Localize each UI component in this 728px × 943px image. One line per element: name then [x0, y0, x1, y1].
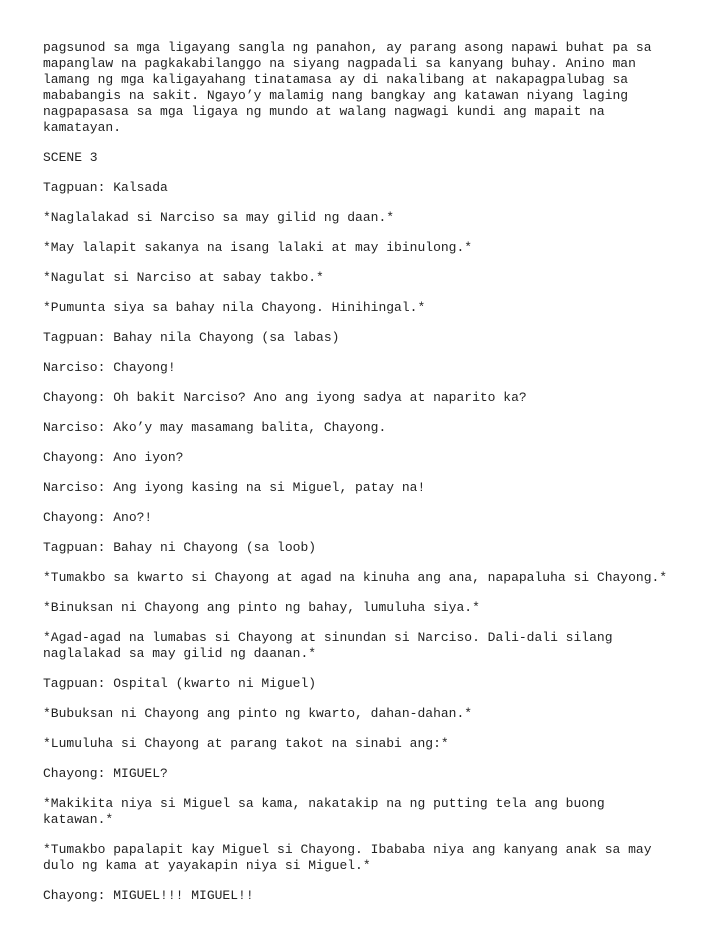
scene-heading: SCENE 3: [43, 150, 98, 165]
stage-direction: *Pumunta siya sa bahay nila Chayong. Hinihingal.*: [43, 300, 426, 315]
stage-direction: *Naglalakad si Narciso sa may gilid ng daan.*: [43, 210, 395, 225]
stage-direction: *Lumuluha si Chayong at parang takot na sinabi ang:*: [43, 736, 449, 751]
setting-line: Tagpuan: Ospital (kwarto ni Miguel): [43, 676, 317, 691]
dialogue-line: Chayong: MIGUEL!!! MIGUEL!!: [43, 888, 254, 903]
stage-direction: *May lalapit sakanya na isang lalaki at may ibinulong.*: [43, 240, 473, 255]
stage-direction: *Agad-agad na lumabas si Chayong at sinundan si Narciso. Dali-dali silang naglalakad sa may gilid ng daanan.*: [43, 630, 613, 661]
setting-line: Tagpuan: Kalsada: [43, 180, 168, 195]
dialogue-line: Chayong: Ano?!: [43, 510, 153, 525]
setting-line: Tagpuan: Bahay ni Chayong (sa loob): [43, 540, 317, 555]
dialogue-line: Narciso: Chayong!: [43, 360, 176, 375]
stage-direction: *Tumakbo papalapit kay Miguel si Chayong. Ibababa niya ang kanyang anak sa may dulo ng kama at yayakapin niya si Miguel.*: [43, 842, 652, 873]
stage-direction: *Makikita niya si Miguel sa kama, nakatakip na ng putting tela ang buong katawan.*: [43, 796, 605, 827]
dialogue-line: Narciso: Ang iyong kasing na si Miguel, patay na!: [43, 480, 426, 495]
stage-direction: *Binuksan ni Chayong ang pinto ng bahay, lumuluha siya.*: [43, 600, 480, 615]
dialogue-line: Chayong: Oh bakit Narciso? Ano ang iyong sadya at naparito ka?: [43, 390, 527, 405]
dialogue-line: Chayong: Ano iyon?: [43, 450, 184, 465]
dialogue-line: Chayong: MIGUEL?: [43, 766, 168, 781]
dialogue-line: Narciso: Ako’y may masamang balita, Chayong.: [43, 420, 387, 435]
narration-paragraph: pagsunod sa mga ligayang sangla ng panahon, ay parang asong napawi buhat pa sa mapanglaw na pagkakabilanggo na siyang nagpadali sa kanyang buhay. Anino man lamang ng mga kaligayahang tinatamasa ay di nakalibang at nakapagpalubag sa mababangis na sakit. Ngayo’y malamig nang bangkay ang katawan niyang laging nagpapasasa sa mga ligaya ng mundo at walang nagwagi kundi ang mapait na kamatayan.: [43, 40, 652, 135]
document-page: [43, 40, 723, 918]
setting-line: Tagpuan: Bahay nila Chayong (sa labas): [43, 330, 340, 345]
stage-direction: *Nagulat si Narciso at sabay takbo.*: [43, 270, 324, 285]
stage-direction: *Tumakbo sa kwarto si Chayong at agad na kinuha ang ana, napapaluha si Chayong.*: [43, 570, 668, 585]
stage-direction: *Bubuksan ni Chayong ang pinto ng kwarto, dahan-dahan.*: [43, 706, 473, 721]
